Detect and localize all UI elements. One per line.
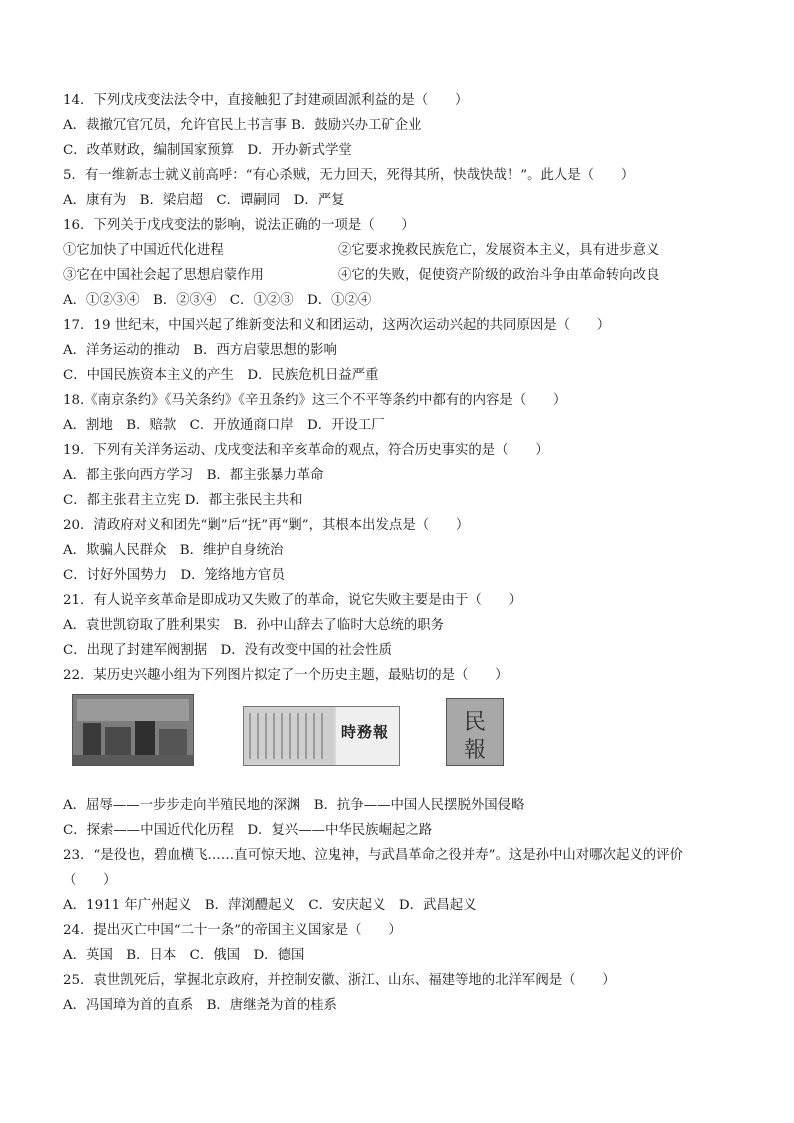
question-17-options-cd: C．中国民族资本主义的产生 D．民族危机日益严重 (63, 368, 379, 383)
question-19-options-cd: C．都主张君主立宪 D．都主张民主共和 (63, 493, 303, 508)
question-15-options: A．康有为 B．梁启超 C．谭嗣同 D．严复 (63, 193, 345, 208)
question-16-options: A．①②③④ B．②③④ C．①②③ D．①②④ (63, 293, 372, 308)
question-21-options-ab: A．袁世凯窃取了胜利果实 B．孙中山辞去了临时大总统的职务 (63, 618, 445, 633)
question-23-options: A．1911 年广州起义 B．萍浏醴起义 C．安庆起义 D．武昌起义 (63, 898, 477, 913)
question-24-stem: 24．提出灭亡中国“二十一条”的帝国主义国家是（ ） (63, 923, 402, 938)
cover-char-bottom: 報 (463, 738, 486, 763)
statement-1: ①它加快了中国近代化进程 (63, 243, 224, 258)
question-20-stem: 20．清政府对义和团先“剿”后“抚”再“剿”，其根本出发点是（ ） (63, 518, 470, 533)
question-14-options-cd: C．改革财政，编制国家预算 D．开办新式学堂 (63, 143, 352, 158)
question-16-stem: 16．下列关于戊戌变法的影响，说法正确的一项是（ ） (63, 218, 415, 233)
question-24-options: A．英国 B．日本 C．俄国 D．德国 (63, 948, 305, 963)
question-22-options-cd: C．探索——中国近代化历程 D．复兴——中华民族崛起之路 (63, 823, 433, 838)
historical-photo-image (72, 694, 194, 766)
question-16-statements-row1 (63, 238, 743, 263)
question-22-images (63, 688, 743, 793)
question-16-statements-row2 (63, 263, 743, 288)
question-23-stem-cont: （ ） (63, 873, 117, 888)
cover-char-top: 民 (463, 710, 486, 735)
exam-page (63, 88, 743, 1018)
question-23-stem: 23．“是役也，碧血横飞……直可惊天地、泣鬼神，与武昌革命之役并寿”。这是孙中山对哪次起义的评价 (63, 848, 683, 863)
statement-3: ③它在中国社会起了思想启蒙作用 (63, 268, 264, 283)
question-22-options-ab: A．屈辱——一步步走向半殖民地的深渊 B．抗争——中国人民摆脱外国侵略 (63, 798, 525, 813)
question-22-stem: 22．某历史兴趣小组为下列图片拟定了一个历史主题，最贴切的是（ ） (63, 668, 509, 683)
question-15-stem: 5．有一维新志士就义前高呼：“有心杀贼，无力回天，死得其所，快哉快哉！”。此人是（ ） (63, 168, 635, 183)
question-14-stem: 14．下列戊戌变法法令中，直接触犯了封建顽固派利益的是（ ） (63, 93, 469, 108)
question-18-options: A．割地 B．赔款 C．开放通商口岸 D．开设工厂 (63, 418, 385, 433)
question-25-stem: 25．袁世凯死后，掌握北京政府，并控制安徽、浙江、山东、福建等地的北洋军阀是（ ） (63, 973, 616, 988)
statement-4: ④它的失败，促使资产阶级的政治斗争由革命转向改良 (338, 268, 660, 283)
question-19-options-ab: A．都主张向西方学习 B．都主张暴力革命 (63, 468, 324, 483)
question-20-options-cd: C．讨好外国势力 D．笼络地方官员 (63, 568, 285, 583)
question-21-stem: 21．有人说辛亥革命是即成功又失败了的革命，说它失败主要是由于（ ） (63, 593, 522, 608)
magazine-cover-image (446, 698, 504, 766)
newspaper-image (243, 706, 400, 766)
newspaper-masthead: 時務報 (341, 723, 390, 741)
question-18-stem: 18.《南京条约》《马关条约》《辛丑条约》这三个不平等条约中都有的内容是（ ） (63, 393, 567, 408)
question-20-options-ab: A．欺骗人民群众 B．维护自身统治 (63, 543, 284, 558)
question-14-options-ab: A．裁撤冗官冗员，允许官民上书言事 B．鼓励兴办工矿企业 (63, 118, 422, 133)
statement-2: ②它要求挽救民族危亡，发展资本主义，具有进步意义 (338, 243, 660, 258)
question-25-options: A．冯国璋为首的直系 B．唐继尧为首的桂系 (63, 998, 337, 1013)
question-21-options-cd: C．出现了封建军阀割据 D．没有改变中国的社会性质 (63, 643, 392, 658)
question-17-options-ab: A．洋务运动的推动 B．西方启蒙思想的影响 (63, 343, 337, 358)
question-17-stem: 17．19 世纪末，中国兴起了维新变法和义和团运动，这两次运动兴起的共同原因是（ ） (63, 318, 611, 333)
question-19-stem: 19．下列有关洋务运动、戊戌变法和辛亥革命的观点，符合历史事实的是（ ） (63, 443, 549, 458)
